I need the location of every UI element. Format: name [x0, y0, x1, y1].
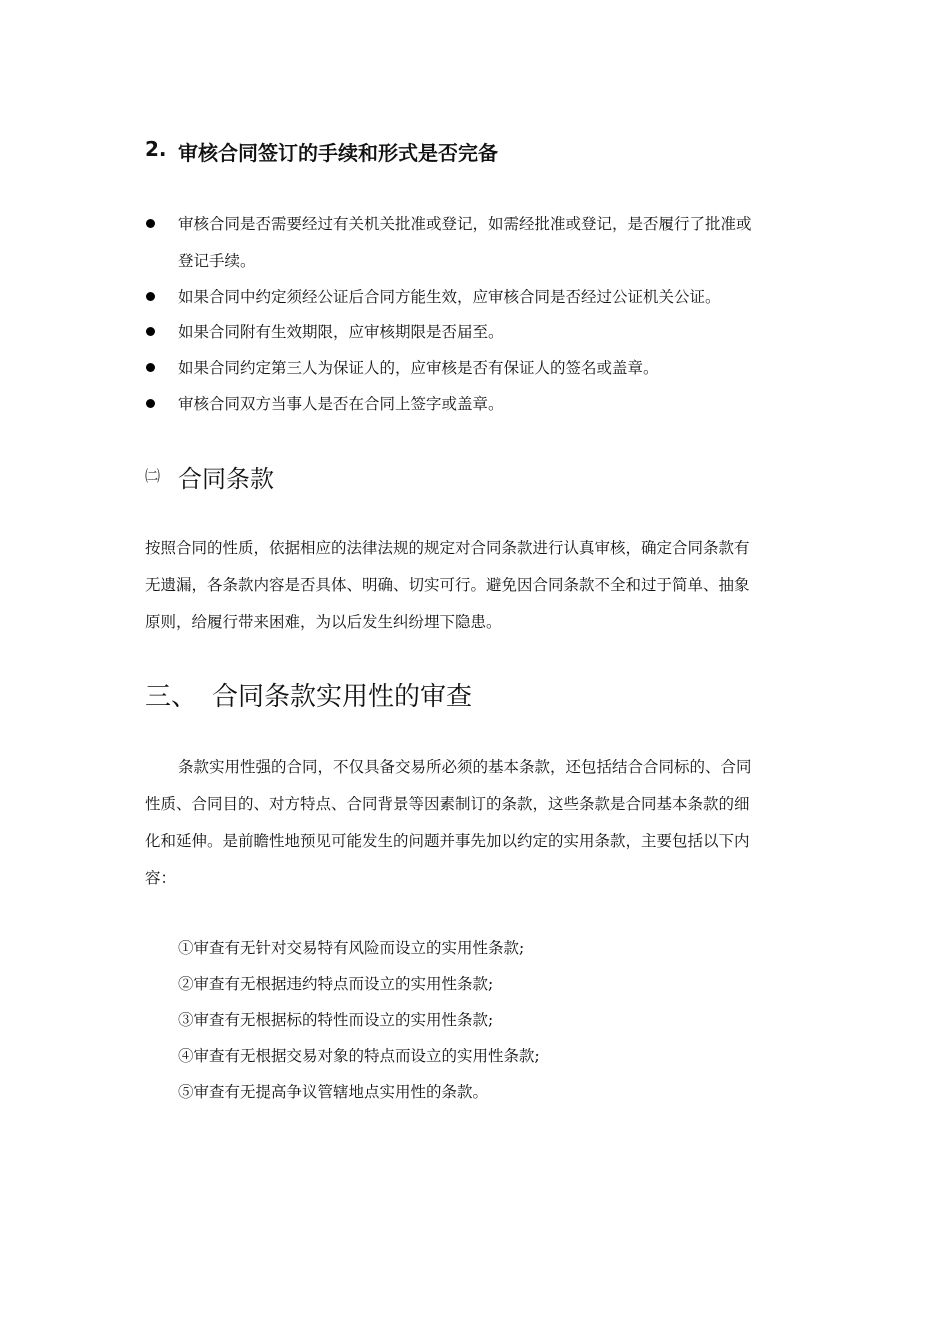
paragraph-line: 原则，给履行带来困难，为以后发生纠纷埋下隐患。: [145, 613, 502, 631]
list-item: ③审查有无根据标的特性而设立的实用性条款;: [178, 1011, 494, 1029]
bullet-text: 审核合同双方当事人是否在合同上签字或盖章。: [178, 395, 504, 413]
section-marker: 三、: [145, 682, 198, 712]
list-item: ⑤审查有无提高争议管辖地点实用性的条款。: [178, 1083, 489, 1101]
bullet-icon: [146, 399, 155, 408]
bullet-icon: [146, 363, 155, 372]
bullet-text: 如果合同附有生效期限，应审核期限是否届至。: [178, 323, 504, 341]
bullet-icon: [146, 327, 155, 336]
section-title: 合同条款实用性的审查: [212, 682, 473, 712]
heading-number: 2.: [145, 137, 167, 161]
bullet-text: 如果合同约定第三人为保证人的，应审核是否有保证人的签名或盖章。: [178, 359, 659, 377]
bullet-text: 审核合同是否需要经过有关机关批准或登记，如需经批准或登记，是否履行了批准或: [178, 215, 752, 233]
paragraph-line: 化和延伸。是前瞻性地预见可能发生的问题并事先加以约定的实用条款，主要包括以下内: [145, 832, 750, 850]
section-title: 合同条款: [178, 465, 274, 493]
bullet-icon: [146, 292, 155, 301]
heading-title: 审核合同签订的手续和形式是否完备: [178, 141, 498, 165]
list-item: ①审查有无针对交易特有风险而设立的实用性条款;: [178, 939, 525, 957]
paragraph-line: 按照合同的性质，依据相应的法律法规的规定对合同条款进行认真审核，确定合同条款有: [145, 539, 750, 557]
paragraph-line: 无遗漏，各条款内容是否具体、明确、切实可行。避免因合同条款不全和过于简单、抽象: [145, 576, 750, 594]
paragraph-line: 条款实用性强的合同，不仅具备交易所必须的基本条款，还包括结合合同标的、合同: [178, 758, 752, 776]
list-item: ②审查有无根据违约特点而设立的实用性条款;: [178, 975, 494, 993]
bullet-icon: [146, 219, 155, 228]
paragraph-line: 容：: [145, 869, 177, 887]
list-item: ④审查有无根据交易对象的特点而设立的实用性条款;: [178, 1047, 540, 1065]
bullet-text: 如果合同中约定须经公证后合同方能生效，应审核合同是否经过公证机关公证。: [178, 288, 721, 306]
paragraph-line: 性质、合同目的、对方特点、合同背景等因素制订的条款，这些条款是合同基本条款的细: [145, 795, 750, 813]
section-marker: ㈡: [145, 467, 161, 485]
bullet-text: 登记手续。: [178, 252, 256, 270]
